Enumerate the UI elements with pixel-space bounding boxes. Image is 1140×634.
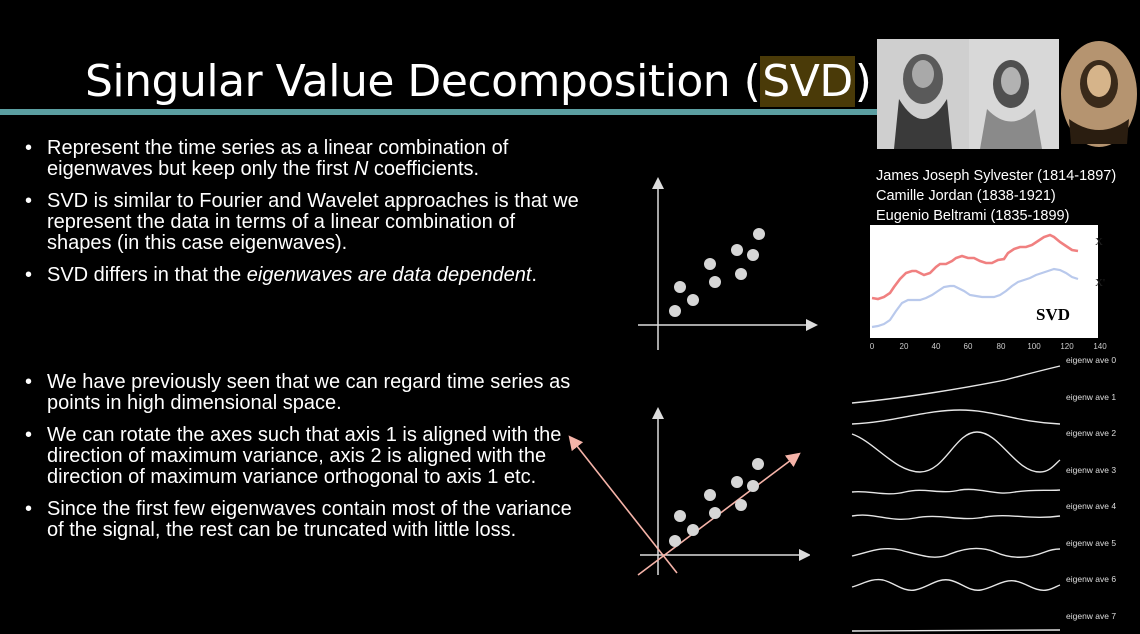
eigenwave-curve-3 <box>852 489 1060 493</box>
rotated-axis-2 <box>573 441 677 573</box>
x-tick-label: 0 <box>869 342 875 351</box>
eigenwave-curve-2 <box>852 432 1060 472</box>
scatter-point <box>704 489 716 501</box>
scatter-point <box>709 507 721 519</box>
scatter-point <box>704 258 716 270</box>
caption-line: Camille Jordan (1838-1921) <box>876 188 1056 204</box>
bullet-item: • Since the first few eigenwaves contain most of the variance of the signal, the rest can be truncated with little loss. <box>22 499 582 541</box>
eigenwave-label: eigenw ave 1 <box>1066 392 1117 402</box>
scatter-point <box>735 499 747 511</box>
eigenwave-curve-0 <box>852 366 1060 403</box>
eigenwave-label: eigenw ave 5 <box>1066 538 1117 548</box>
scatter-point <box>674 281 686 293</box>
svd-chart <box>858 225 1140 355</box>
bullet-item: • SVD differs in that the eigenwaves are data dependent. <box>22 265 582 286</box>
title-accent-bar <box>0 109 880 115</box>
eigenwave-label: eigenw ave 2 <box>1066 428 1117 438</box>
x-tick-label: 120 <box>1060 342 1074 351</box>
eigenwave-label: eigenw ave 4 <box>1066 501 1117 511</box>
eigenwave-label: eigenw ave 0 <box>1066 355 1117 365</box>
bullet-list-bottom <box>22 372 582 552</box>
scatter-point <box>735 268 747 280</box>
title-highlight: SVD <box>762 56 853 107</box>
scatter-point <box>752 458 764 470</box>
bullet-item: • We have previously seen that we can regard time series as points in high dimensional space. <box>22 372 582 414</box>
eigenwave-curve-6 <box>852 580 1060 591</box>
scatter-plot-rotated <box>565 405 810 580</box>
eigenwave-curve-1 <box>852 410 1060 424</box>
bullet-item: • We can rotate the axes such that axis 1 is aligned with the direction of maximum variance, axis 2 is aligned with the direction of maximum variance orthogonal to axis 1 etc. <box>22 425 582 488</box>
scatter-point <box>747 480 759 492</box>
scatter-point <box>669 305 681 317</box>
x-tick-label: 140 <box>1093 342 1107 351</box>
scatter-point <box>747 249 759 261</box>
eigenwaves-panel <box>845 352 1140 634</box>
scatter-point <box>731 244 743 256</box>
scatter-point <box>669 535 681 547</box>
scatter-point <box>687 524 699 536</box>
eigenwave-curve-5 <box>852 548 1060 557</box>
eigenwave-label: eigenw ave 7 <box>1066 611 1117 621</box>
x-tick-label: 40 <box>931 342 941 351</box>
bullet-item: • Represent the time series as a linear combination of eigenwaves but keep only the first N coefficients. <box>22 138 582 180</box>
x-tick-label: 60 <box>963 342 973 351</box>
scatter-point <box>731 476 743 488</box>
x-tick-label: 20 <box>899 342 909 351</box>
series-x-label: X <box>1095 236 1103 248</box>
svd-label: SVD <box>1036 305 1071 324</box>
eigenwave-label: eigenw ave 3 <box>1066 465 1117 475</box>
scatter-point <box>687 294 699 306</box>
x-tick-label: 100 <box>1027 342 1041 351</box>
scatter-point <box>709 276 721 288</box>
eigenwave-label: eigenw ave 6 <box>1066 574 1117 584</box>
eigenwave-curve-7 <box>852 630 1060 631</box>
eigenwave-curve-4 <box>852 515 1060 519</box>
bullet-list-top <box>22 138 582 297</box>
caption-line: Eugenio Beltrami (1835-1899) <box>876 208 1070 224</box>
slide-title: Singular Value Decomposition (SVD) <box>85 56 872 107</box>
bullet-item: • SVD is similar to Fourier and Wavelet approaches is that we represent the data in terms of a linear combination of shapes (in this case eigenwaves). <box>22 191 582 254</box>
series-xprime-label: X' <box>1095 277 1105 289</box>
caption-line: James Joseph Sylvester (1814-1897) <box>876 168 1117 184</box>
mathematicians-caption <box>876 166 1116 226</box>
mathematician-portraits <box>877 39 1140 149</box>
x-tick-label: 80 <box>996 342 1006 351</box>
scatter-plot-original <box>630 175 820 355</box>
scatter-point <box>674 510 686 522</box>
scatter-point <box>753 228 765 240</box>
